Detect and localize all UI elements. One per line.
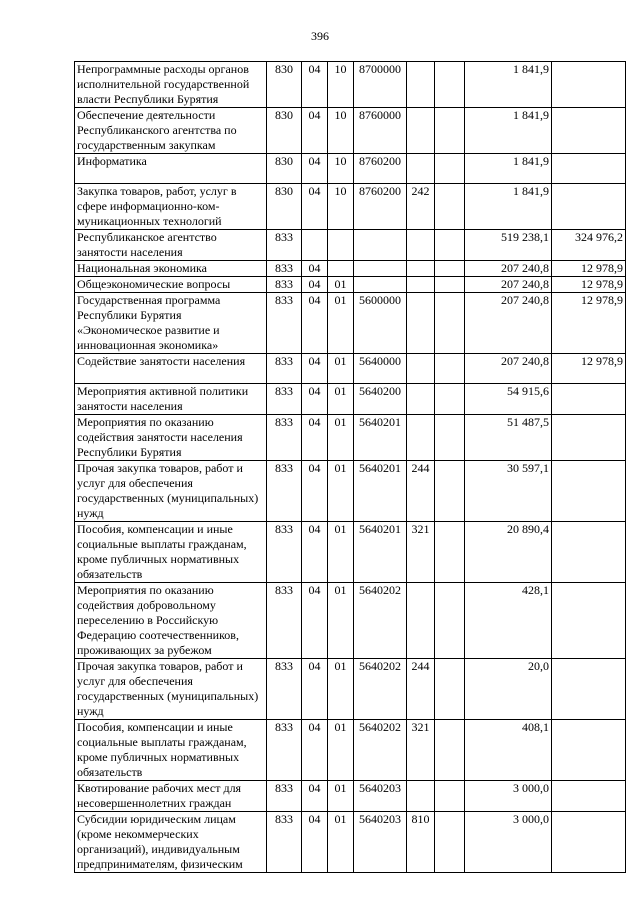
cell-type (407, 277, 435, 293)
cell-subsection: 01 (328, 277, 354, 293)
cell-sum3 (552, 781, 626, 812)
cell-ministry: 833 (267, 277, 302, 293)
cell-ministry: 833 (267, 812, 302, 873)
cell-sum2: 20 890,4 (465, 522, 552, 583)
cell-subsection: 10 (328, 154, 354, 184)
cell-sum2: 428,1 (465, 583, 552, 659)
cell-type (407, 384, 435, 415)
cell-subsection: 01 (328, 415, 354, 461)
cell-section: 04 (302, 659, 328, 720)
cell-subsection: 01 (328, 293, 354, 354)
cell-section: 04 (302, 108, 328, 154)
cell-subsection: 01 (328, 583, 354, 659)
cell-subsection: 01 (328, 781, 354, 812)
cell-sum3 (552, 659, 626, 720)
table-row (75, 184, 626, 230)
cell-sum2: 51 487,5 (465, 415, 552, 461)
cell-sum2: 1 841,9 (465, 154, 552, 184)
cell-sum2: 54 915,6 (465, 384, 552, 415)
cell-section: 04 (302, 384, 328, 415)
cell-sum3 (552, 522, 626, 583)
cell-subsection: 01 (328, 522, 354, 583)
cell-target: 8760000 (354, 108, 407, 154)
cell-name: Прочая закупка товаров, работ и услуг для обеспечения государственных (муниципальных) нужд (75, 461, 267, 522)
cell-type (407, 354, 435, 384)
table-row (75, 154, 626, 184)
cell-target: 5640203 (354, 781, 407, 812)
cell-sum1 (435, 461, 465, 522)
cell-sum3 (552, 583, 626, 659)
cell-sum1 (435, 354, 465, 384)
cell-target (354, 230, 407, 261)
cell-type (407, 230, 435, 261)
cell-sum2: 207 240,8 (465, 293, 552, 354)
cell-name: Мероприятия по оказанию содействия добровольному переселению в Российскую Федерацию соотечественников, проживающих за рубежом (75, 583, 267, 659)
cell-name: Прочая закупка товаров, работ и услуг для обеспечения государственных (муниципальных) нужд (75, 659, 267, 720)
table-row (75, 293, 626, 354)
cell-target: 5640201 (354, 522, 407, 583)
cell-sum3 (552, 62, 626, 108)
cell-name: Республиканское агентство занятости населения (75, 230, 267, 261)
cell-subsection: 10 (328, 184, 354, 230)
cell-target: 8700000 (354, 62, 407, 108)
cell-subsection (328, 261, 354, 277)
table-row (75, 781, 626, 812)
cell-subsection: 01 (328, 384, 354, 415)
cell-sum2: 207 240,8 (465, 277, 552, 293)
cell-ministry: 833 (267, 415, 302, 461)
cell-name: Мероприятия по оказанию содействия занятости населения Республики Бурятия (75, 415, 267, 461)
cell-subsection: 01 (328, 812, 354, 873)
cell-ministry: 833 (267, 720, 302, 781)
cell-sum1 (435, 154, 465, 184)
cell-name: Обеспечение деятельности Республиканского агентства по государственным закупкам (75, 108, 267, 154)
page-number: 396 (311, 29, 329, 43)
cell-sum2: 3 000,0 (465, 812, 552, 873)
cell-ministry: 830 (267, 62, 302, 108)
cell-ministry: 830 (267, 184, 302, 230)
cell-section: 04 (302, 277, 328, 293)
cell-type (407, 583, 435, 659)
cell-name: Государственная программа Республики Бурятия «Экономическое развитие и инновационная экономика» (75, 293, 267, 354)
cell-section: 04 (302, 583, 328, 659)
cell-target: 5640202 (354, 583, 407, 659)
table-row (75, 812, 626, 873)
cell-target: 8760200 (354, 154, 407, 184)
cell-type (407, 293, 435, 354)
cell-target: 5640201 (354, 461, 407, 522)
cell-sum2: 408,1 (465, 720, 552, 781)
cell-sum1 (435, 522, 465, 583)
cell-section: 04 (302, 62, 328, 108)
cell-name: Национальная экономика (75, 261, 267, 277)
cell-type: 242 (407, 184, 435, 230)
table-row (75, 583, 626, 659)
cell-sum2: 519 238,1 (465, 230, 552, 261)
cell-subsection: 01 (328, 354, 354, 384)
cell-sum3 (552, 108, 626, 154)
cell-ministry: 833 (267, 293, 302, 354)
cell-name: Общеэкономические вопросы (75, 277, 267, 293)
cell-section: 04 (302, 522, 328, 583)
cell-sum3 (552, 154, 626, 184)
cell-sum3 (552, 184, 626, 230)
cell-sum2: 3 000,0 (465, 781, 552, 812)
cell-section: 04 (302, 293, 328, 354)
cell-name: Субсидии юридическим лицам (кроме некоммерческих организаций), индивидуальным предпринимателям, физическим (75, 812, 267, 873)
cell-section: 04 (302, 261, 328, 277)
cell-sum2: 30 597,1 (465, 461, 552, 522)
table-row (75, 720, 626, 781)
cell-sum3 (552, 812, 626, 873)
cell-type: 321 (407, 720, 435, 781)
cell-sum3: 12 978,9 (552, 277, 626, 293)
cell-name: Пособия, компенсации и иные социальные выплаты гражданам, кроме публичных нормативных обязательств (75, 720, 267, 781)
table-row (75, 659, 626, 720)
table-row (75, 354, 626, 384)
table-row (75, 415, 626, 461)
cell-type: 810 (407, 812, 435, 873)
cell-section (302, 230, 328, 261)
cell-type (407, 108, 435, 154)
cell-sum3: 12 978,9 (552, 354, 626, 384)
table-row (75, 384, 626, 415)
cell-subsection: 10 (328, 108, 354, 154)
cell-name: Непрограммные расходы органов исполнительной государственной власти Республики Бурятия (75, 62, 267, 108)
cell-sum1 (435, 415, 465, 461)
cell-sum1 (435, 781, 465, 812)
cell-sum3: 12 978,9 (552, 261, 626, 277)
cell-sum1 (435, 659, 465, 720)
cell-sum1 (435, 230, 465, 261)
table-row (75, 230, 626, 261)
cell-sum2: 207 240,8 (465, 261, 552, 277)
cell-section: 04 (302, 154, 328, 184)
cell-name: Содействие занятости населения (75, 354, 267, 384)
cell-subsection (328, 230, 354, 261)
cell-sum2: 207 240,8 (465, 354, 552, 384)
cell-name: Пособия, компенсации и иные социальные выплаты гражданам, кроме публичных нормативных обязательств (75, 522, 267, 583)
cell-section: 04 (302, 812, 328, 873)
cell-sum2: 1 841,9 (465, 184, 552, 230)
cell-target: 8760200 (354, 184, 407, 230)
cell-section: 04 (302, 461, 328, 522)
cell-sum1 (435, 812, 465, 873)
cell-sum1 (435, 293, 465, 354)
cell-ministry: 833 (267, 522, 302, 583)
cell-type (407, 62, 435, 108)
cell-sum2: 1 841,9 (465, 108, 552, 154)
cell-type (407, 415, 435, 461)
cell-section: 04 (302, 184, 328, 230)
cell-sum1 (435, 108, 465, 154)
cell-sum3 (552, 384, 626, 415)
table-row (75, 261, 626, 277)
cell-sum1 (435, 384, 465, 415)
cell-section: 04 (302, 415, 328, 461)
cell-ministry: 833 (267, 384, 302, 415)
cell-name: Закупка товаров, работ, услуг в сфере информационно-ком-муникационных технологий (75, 184, 267, 230)
cell-ministry: 833 (267, 261, 302, 277)
table-row (75, 108, 626, 154)
cell-name: Информатика (75, 154, 267, 184)
table-row (75, 62, 626, 108)
cell-ministry: 833 (267, 781, 302, 812)
cell-section: 04 (302, 354, 328, 384)
cell-subsection: 01 (328, 659, 354, 720)
cell-sum3 (552, 720, 626, 781)
cell-target (354, 277, 407, 293)
cell-sum3: 324 976,2 (552, 230, 626, 261)
cell-target: 5640200 (354, 384, 407, 415)
cell-section: 04 (302, 720, 328, 781)
cell-name: Мероприятия активной политики занятости населения (75, 384, 267, 415)
cell-ministry: 833 (267, 583, 302, 659)
cell-sum1 (435, 277, 465, 293)
cell-ministry: 833 (267, 230, 302, 261)
cell-type: 244 (407, 461, 435, 522)
cell-ministry: 833 (267, 461, 302, 522)
cell-sum3: 12 978,9 (552, 293, 626, 354)
cell-type (407, 261, 435, 277)
cell-type (407, 154, 435, 184)
cell-type (407, 781, 435, 812)
cell-subsection: 01 (328, 720, 354, 781)
cell-sum1 (435, 720, 465, 781)
cell-sum2: 20,0 (465, 659, 552, 720)
cell-sum1 (435, 62, 465, 108)
cell-sum3 (552, 415, 626, 461)
cell-sum1 (435, 184, 465, 230)
table-row (75, 461, 626, 522)
cell-sum1 (435, 261, 465, 277)
cell-target: 5600000 (354, 293, 407, 354)
cell-target: 5640000 (354, 354, 407, 384)
cell-target (354, 261, 407, 277)
cell-target: 5640201 (354, 415, 407, 461)
cell-section: 04 (302, 781, 328, 812)
cell-ministry: 830 (267, 154, 302, 184)
cell-type: 321 (407, 522, 435, 583)
cell-type: 244 (407, 659, 435, 720)
cell-sum1 (435, 583, 465, 659)
cell-sum2: 1 841,9 (465, 62, 552, 108)
cell-subsection: 10 (328, 62, 354, 108)
cell-name: Квотирование рабочих мест для несовершеннолетних граждан (75, 781, 267, 812)
cell-ministry: 830 (267, 108, 302, 154)
cell-subsection: 01 (328, 461, 354, 522)
cell-sum3 (552, 461, 626, 522)
cell-ministry: 833 (267, 354, 302, 384)
cell-ministry: 833 (267, 659, 302, 720)
budget-table (74, 61, 626, 873)
table-row (75, 277, 626, 293)
cell-target: 5640202 (354, 659, 407, 720)
table-row (75, 522, 626, 583)
cell-target: 5640203 (354, 812, 407, 873)
cell-target: 5640202 (354, 720, 407, 781)
